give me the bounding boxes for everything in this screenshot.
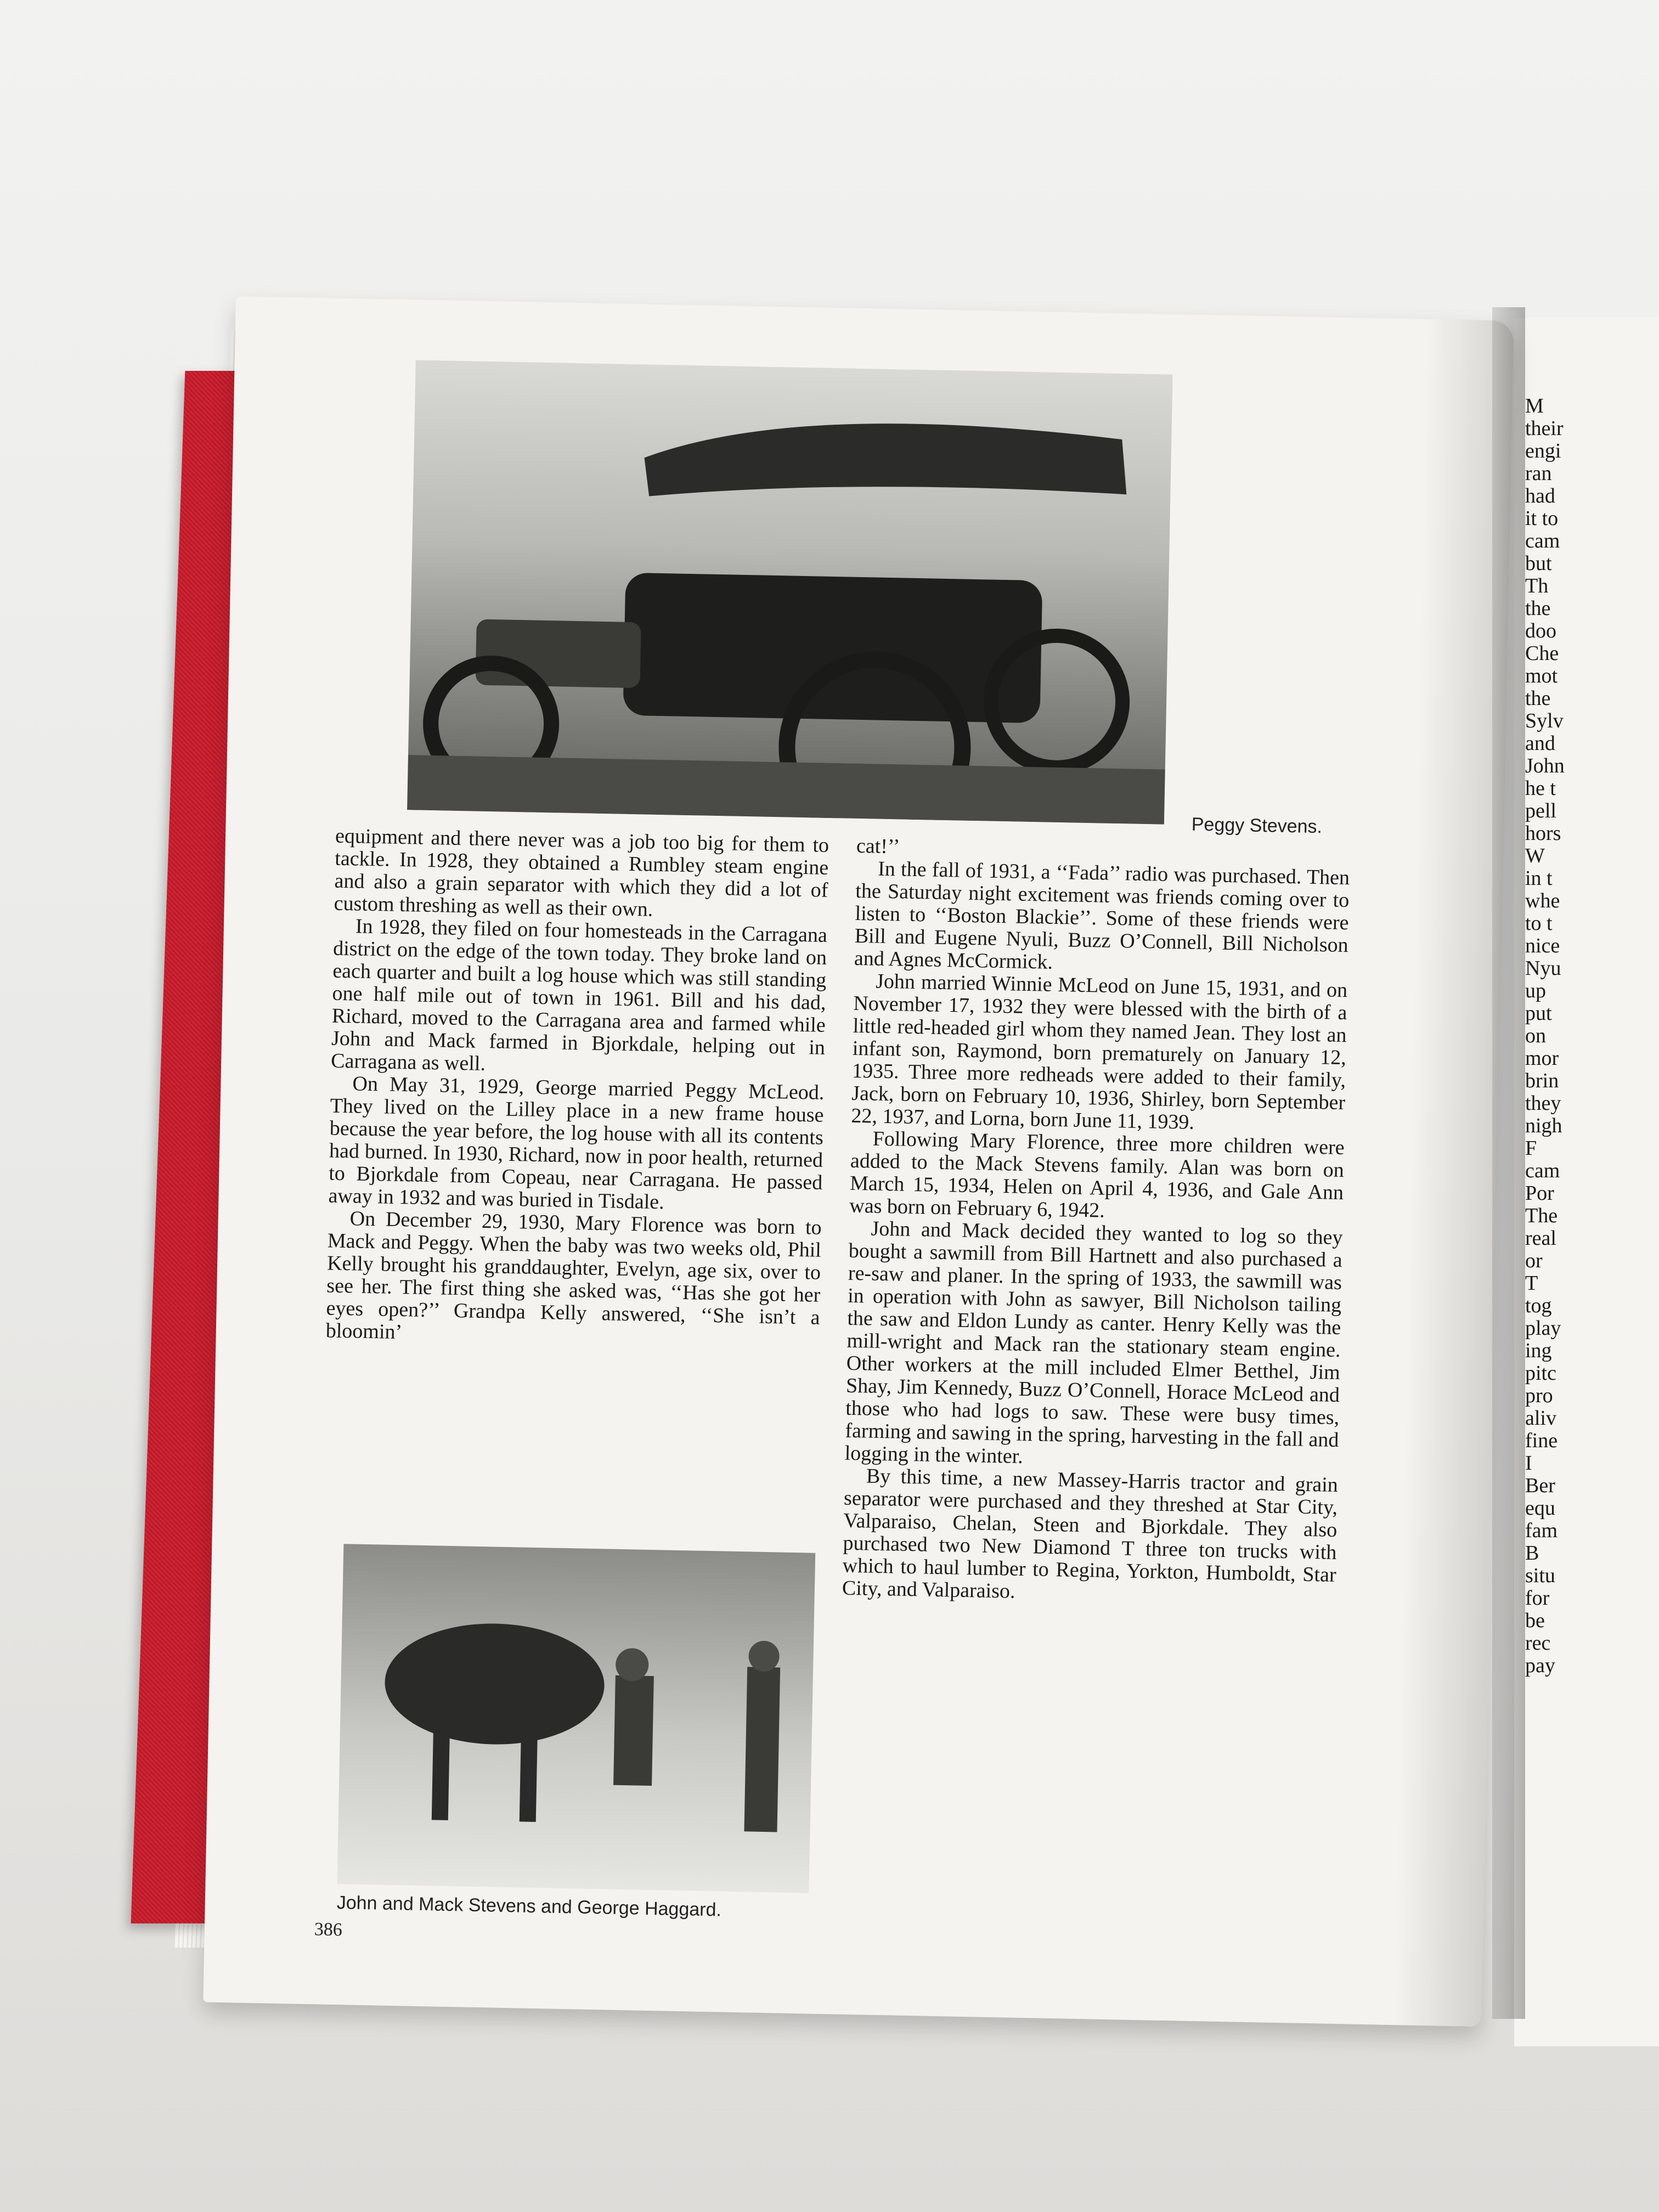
right-page-fragment: they (1525, 1092, 1561, 1115)
right-page-fragment: on (1525, 1024, 1546, 1047)
right-page-fragment: I (1525, 1452, 1532, 1475)
right-page-fragment: their (1525, 417, 1564, 440)
right-page-fragment: real (1525, 1227, 1556, 1250)
right-page-fragment: to t (1525, 912, 1553, 935)
right-page-fragment: Nyu (1525, 957, 1561, 980)
paragraph: On December 29, 1930, Mary Florence was born to Mack and Peggy. When the baby was two weeks old, Phil Kelly brought his granddaughter, Evelyn, age six, over to see her. The first thing she asked was, ‘‘Has she got her eyes open?’’ Grandpa Kelly answered, ‘‘She isn’t a bloomin’ (325, 1207, 822, 1344)
right-page-fragment: tog (1525, 1294, 1552, 1317)
paragraph: cat!’’ (856, 834, 900, 859)
right-page-fragment: aliv (1525, 1407, 1556, 1430)
photo-men-with-horse (337, 1544, 815, 1893)
right-page-fragment: Por (1525, 1182, 1554, 1205)
right-page-fragment: Sylv (1525, 709, 1564, 732)
right-page-fragment: put (1525, 1002, 1552, 1025)
right-page-fragment: pay (1525, 1654, 1555, 1677)
right-page-fragment: it to (1525, 507, 1559, 530)
text-column-left (325, 825, 829, 1352)
right-page-fragment: ing (1525, 1339, 1552, 1362)
car-illustration (407, 360, 1172, 824)
right-page-fragment: rec (1525, 1632, 1551, 1655)
right-page-fragment: John (1525, 754, 1565, 777)
right-page-fragment: in t (1525, 867, 1553, 890)
right-page-fragment: up (1525, 979, 1546, 1002)
paragraph: In 1928, they filed on four homesteads in the Carragana district on the edge of the town today. They broke land on each quarter and built a log house which was still standing one half mile out of town in 1961. Bill and his dad, Richard, moved to the Carragana area and farmed while John and Mack farmed in Bjorkdale, helping out in Carragana as well. (330, 915, 828, 1075)
page-number: 386 (314, 1919, 343, 1940)
right-page-fragment: ran (1525, 462, 1552, 485)
right-page-fragment: pell (1525, 799, 1556, 822)
paragraph: equipment and there never was a job too big for them to tackle. In 1928, they obtained a Rumbley steam engine and also a grain separator with which they did a lot of custom threshing as well as their own. (334, 824, 830, 921)
right-page-fragment: the (1525, 597, 1551, 620)
paragraph: Following Mary Florence, three more children were added to the Mack Stevens family. Alan was born on March 15, 1934, Helen on April 4, 1936, and Gale Ann was born on February 6, 1942. (849, 1127, 1345, 1222)
right-page-fragment: whe (1525, 889, 1560, 912)
right-page-fragment: fine (1525, 1429, 1558, 1452)
right-page-fragment: be (1525, 1609, 1545, 1632)
right-page (1514, 318, 1659, 2046)
right-page-fragment: situ (1525, 1564, 1555, 1587)
photo-caption-top: Peggy Stevens. (1191, 814, 1323, 838)
right-page-fragment: he t (1525, 777, 1556, 800)
right-page-fragment: pro (1525, 1384, 1553, 1407)
right-page-fragment: pitc (1525, 1362, 1556, 1385)
right-page-fragment: cam (1525, 1159, 1560, 1182)
gutter-shadow (1492, 307, 1525, 2019)
paragraph: On May 31, 1929, George married Peggy McLeod. They lived on the Lilley place in a new frame house because the year before, the log house with all its contents had burned. In 1930, Richard, now in poor health, returned to Bjorkdale from Copeau, near Carragana. He passed away in 1932 and was buried in Tisdale. (328, 1072, 825, 1214)
right-page-fragment: play (1525, 1317, 1561, 1340)
right-page-fragment: cam (1525, 529, 1560, 552)
right-page-fragment: had (1525, 484, 1555, 507)
text-column-right (842, 835, 1351, 1609)
right-page-fragment: nigh (1525, 1114, 1562, 1137)
right-page-fragment: but (1525, 552, 1552, 575)
right-page-fragment: B (1525, 1542, 1539, 1565)
right-page-fragment: mor (1525, 1047, 1559, 1070)
right-page-fragment: doo (1525, 619, 1556, 642)
right-page-fragment: equ (1525, 1497, 1555, 1520)
right-page-fragment: for (1525, 1587, 1550, 1610)
right-page-fragment: nice (1525, 934, 1560, 957)
horse-illustration (337, 1544, 815, 1893)
paragraph: By this time, a new Massey-Harris tractor and grain separator were purchased and they threshed at Star City, Valparaiso, Chelan, Steen and Bjorkdale. They also purchased two New Diamond T three ton trucks with which to haul lumber to Regina, Yorkton, Humboldt, Star City, and Valparaiso. (842, 1464, 1339, 1603)
photo-model-t-car (407, 360, 1172, 824)
right-page-fragment: The (1525, 1204, 1558, 1227)
right-page-fragment: or (1525, 1249, 1543, 1272)
right-page-fragment: fam (1525, 1519, 1558, 1542)
paragraph: John and Mack decided they wanted to log so they bought a sawmill from Bill Hartnett and also purchased a re-saw and planer. In the spring of 1933, the sawmill was in operation with John as sawyer, Bill Nicholson tailing the saw and Eldon Lundy as canter. Henry Kelly was the mill-wright and Mack ran the stationary steam engine. Other workers at the mill included Elmer Betthel, Jim Shay, Jim Kennedy, Buzz O’Connell, Horace McLeod and those who had logs to saw. These were busy times, farming and sawing in the spring, harvesting in the fall and logging in the winter. (844, 1217, 1343, 1468)
left-page (203, 296, 1514, 2027)
right-page-fragment: mot (1525, 664, 1558, 687)
right-page-fragment: W (1525, 844, 1545, 867)
paragraph: John married Winnie McLeod on June 15, 1931, and on November 17, 1932 they were blessed with the birth of a little red-headed girl whom they named Jean. They lost an infant son, Raymond, born prematurely on January 12, 1935. Three more redheads were added to their family, Jack, born on February 10, 1936, Shirley, born September 22, 1937, and Lorna, born June 11, 1939. (851, 969, 1348, 1134)
paragraph: In the fall of 1931, a ‘‘Fada’’ radio was purchased. Then the Saturday night excitement was friends coming over to listen to ‘‘Boston Blackie’’. Some of these friends were Bill and Eugene Nyuli, Buzz O’Connell, Bill Nicholson and Agnes McCormick. (854, 857, 1350, 974)
right-page-fragment: T (1525, 1272, 1538, 1295)
right-page-fragment: Che (1525, 642, 1559, 665)
right-page-fragment: engi (1525, 439, 1561, 462)
right-page-fragment: brin (1525, 1069, 1559, 1092)
right-page-fragment: Th (1525, 574, 1549, 597)
right-page-fragment: Ber (1525, 1474, 1555, 1497)
right-page-fragment: the (1525, 687, 1551, 710)
right-page-fragment: hors (1525, 822, 1561, 845)
right-page-fragment: M (1525, 394, 1544, 417)
right-page-fragment: and (1525, 732, 1555, 755)
right-page-fragment: F (1525, 1137, 1537, 1160)
photo-caption-bottom: John and Mack Stevens and George Haggard. (336, 1892, 722, 1921)
